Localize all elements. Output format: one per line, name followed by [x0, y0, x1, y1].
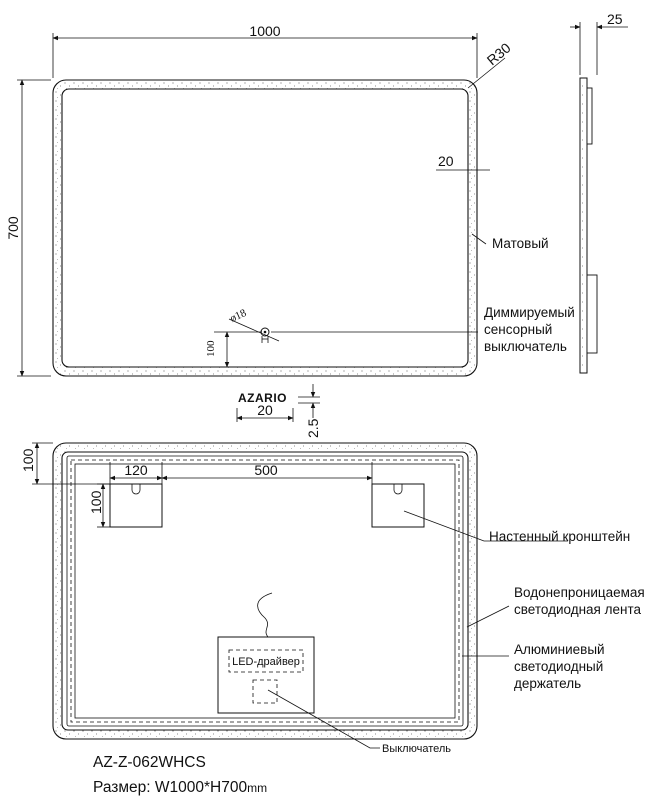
front-width-dim: 1000	[249, 23, 281, 39]
led-driver-label: LED-драйвер	[232, 656, 300, 668]
side-mirror-profile	[580, 78, 587, 373]
side-depth-dim: 25	[607, 11, 623, 27]
product-size-unit: mm	[247, 781, 268, 795]
switch-diameter-dim: ø18	[228, 307, 249, 325]
azario-logo: AZARIO	[238, 391, 287, 405]
wall-bracket-left	[110, 484, 162, 527]
logo-group	[237, 384, 321, 438]
led-strip-label-line-1: Водонепроницаемая	[514, 585, 645, 600]
front-view	[5, 23, 575, 376]
finish-label: Матовый	[492, 236, 549, 251]
bracket-spacing-dim: 500	[254, 462, 278, 478]
aluminium-holder-label-line-1: Алюминиевый	[514, 642, 605, 657]
logo-height-dim: 2.5	[305, 418, 321, 438]
side-view	[570, 11, 628, 373]
switch-offset-dim: 100	[205, 340, 217, 357]
front-radius-dim: R30	[483, 39, 514, 69]
product-size-prefix: Размер: W1000*H700	[93, 779, 248, 796]
aluminium-holder-label-line-2: светодиодный	[514, 659, 604, 674]
bracket-label: Настенный кронштейн	[489, 529, 631, 544]
back-switch-label: Выключатель	[382, 743, 452, 755]
back-top-offset-dim: 100	[20, 448, 36, 472]
product-model: AZ-Z-062WHCS	[93, 754, 206, 771]
aluminium-holder-label-line-3: держатель	[514, 676, 582, 691]
wall-bracket-right	[372, 484, 424, 527]
led-strip-label-line-2: светодиодная лента	[514, 602, 641, 617]
front-height-dim: 700	[5, 216, 21, 240]
product-info	[93, 754, 267, 796]
led-driver-box	[218, 637, 314, 713]
switch-label-line-3: выключатель	[484, 339, 567, 354]
product-size	[93, 779, 267, 796]
front-frame-width-dim: 20	[438, 153, 454, 169]
switch-label-line-1: Диммируемый	[484, 305, 575, 320]
bracket-side-offset-dim: 120	[124, 462, 148, 478]
logo-width-dim: 20	[257, 402, 273, 418]
back-view	[20, 443, 645, 755]
bracket-height-dim: 100	[88, 490, 104, 514]
front-mirror-glass	[62, 89, 468, 367]
switch-label-line-2: сенсорный	[484, 322, 553, 337]
